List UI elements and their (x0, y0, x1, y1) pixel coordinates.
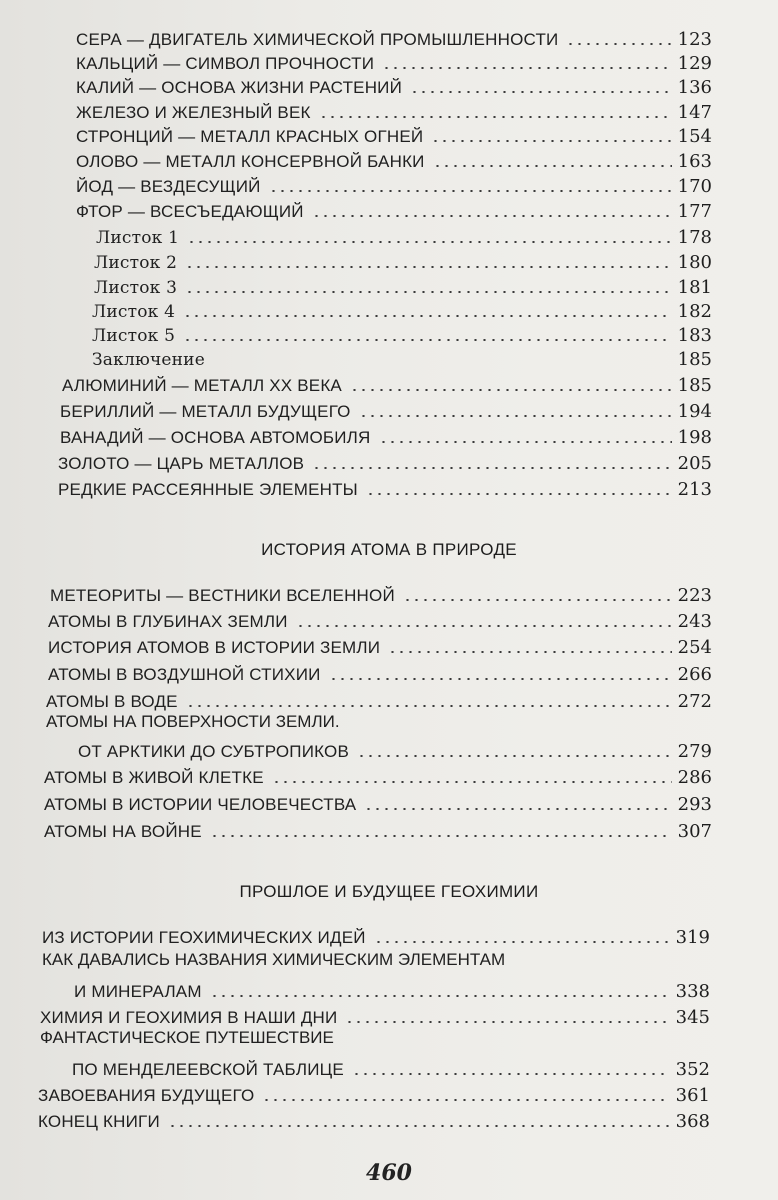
leader-dots (183, 339, 672, 341)
toc-entry-page: 154 (677, 126, 712, 147)
toc-entry (76, 50, 712, 74)
toc-entry-page: 213 (677, 479, 712, 500)
toc-entry-page: 254 (677, 637, 712, 658)
leader-dots (403, 599, 672, 601)
toc-entry-title-line2: И МИНЕРАЛАМ (74, 982, 202, 1001)
leader-dots (352, 1073, 670, 1075)
toc-entry-page: 345 (675, 1007, 710, 1028)
toc-entry-title-line2: ОТ АРКТИКИ ДО СУБТРОПИКОВ (78, 742, 350, 761)
toc-entry-page: 286 (677, 767, 712, 788)
toc-entry-title: Листок 5 (92, 326, 176, 346)
toc-entry-title: КАЛЬЦИЙ — СИМВОЛ ПРОЧНОСТИ (76, 54, 375, 73)
toc-entry-title: АТОМЫ В ВОДЕ (46, 692, 178, 711)
toc-entry-title: ХИМИЯ И ГЕОХИМИЯ В НАШИ ДНИ (40, 1008, 338, 1027)
toc-entry-title: ЗАВОЕВАНИЯ БУДУЩЕГО (38, 1086, 255, 1105)
toc-entry-page: 368 (675, 1111, 710, 1132)
leader-dots (168, 1125, 670, 1127)
toc-entry (76, 148, 712, 172)
leader-dots (262, 1099, 669, 1101)
toc-entry-page: 272 (677, 691, 712, 712)
toc-entry-title: Листок 2 (94, 253, 178, 273)
toc-entry-title-line1: КАК ДАВАЛИСЬ НАЗВАНИЯ ХИМИЧЕСКИМ ЭЛЕМЕНТАМ (42, 950, 506, 969)
leader-dots (566, 43, 671, 45)
toc-entry (50, 582, 712, 606)
toc-entry-title-line1: АТОМЫ НА ПОВЕРХНОСТИ ЗЕМЛИ. (46, 712, 340, 731)
toc-entry (58, 476, 712, 500)
toc-entry-page: 198 (677, 427, 712, 448)
toc-entry (44, 818, 712, 842)
toc-entry-title: КОНЕЦ КНИГИ (38, 1112, 160, 1131)
toc-entry-page: 361 (675, 1085, 710, 1106)
toc-entry (76, 198, 712, 222)
toc-entry-title: АТОМЫ В ГЛУБИНАХ ЗЕМЛИ (48, 612, 288, 631)
toc-entry-page: 194 (677, 401, 712, 422)
toc-entry (44, 791, 712, 815)
toc-subentry (94, 249, 712, 273)
leader-dots (319, 116, 672, 118)
toc-entry (44, 764, 712, 788)
leader-dots (379, 441, 672, 443)
leader-dots (357, 755, 672, 757)
toc-entry-page: 180 (677, 252, 712, 273)
toc-entry (78, 738, 712, 762)
leader-dots (187, 241, 672, 243)
toc-entry (62, 372, 712, 396)
toc-subentry (96, 224, 712, 248)
toc-entry-title: ИСТОРИЯ АТОМОВ В ИСТОРИИ ЗЕМЛИ (48, 638, 381, 657)
toc-entry-page: 163 (677, 151, 712, 172)
toc-entry-page: 205 (677, 453, 712, 474)
toc-entry (48, 634, 712, 658)
leader-dots (296, 625, 672, 627)
toc-entry-page: 279 (677, 741, 712, 762)
leader-dots (272, 781, 672, 783)
leader-dots (364, 808, 671, 810)
toc-entry (60, 398, 712, 422)
toc-entry-title: АТОМЫ В ИСТОРИИ ЧЕЛОВЕЧЕСТВА (44, 795, 357, 814)
toc-entry-page: 178 (677, 227, 712, 248)
toc-entry (74, 978, 710, 1002)
toc-entry-page: 170 (677, 176, 712, 197)
toc-entry-page: 266 (677, 664, 712, 685)
toc-entry-page: 182 (677, 301, 712, 322)
toc-entry (38, 1108, 710, 1132)
leader-dots (366, 493, 672, 495)
toc-entry (48, 608, 712, 632)
leader-dots (185, 291, 672, 293)
toc-entry-page: 223 (677, 585, 712, 606)
leader-dots (312, 467, 671, 469)
toc-entry-page: 352 (675, 1059, 710, 1080)
toc-entry-page: 338 (675, 981, 710, 1002)
toc-entry-page: 185 (677, 349, 712, 370)
section-heading: ИСТОРИЯ АТОМА В ПРИРОДЕ (261, 540, 517, 559)
toc-entry-title: КАЛИЙ — ОСНОВА ЖИЗНИ РАСТЕНИЙ (76, 78, 403, 97)
toc-entry-page: 243 (677, 611, 712, 632)
toc-entry-title: МЕТЕОРИТЫ — ВЕСТНИКИ ВСЕЛЕННОЙ (50, 586, 395, 605)
toc-entry (42, 924, 710, 948)
leader-dots (433, 165, 672, 167)
toc-entry-title: БЕРИЛЛИЙ — МЕТАЛЛ БУДУЩЕГО (60, 402, 351, 421)
toc-entry-title: АТОМЫ В ЖИВОЙ КЛЕТКЕ (44, 768, 264, 787)
section-heading: ПРОШЛОЕ И БУДУЩЕЕ ГЕОХИМИИ (239, 882, 539, 901)
toc-entry-title: ЙОД — ВЕЗДЕСУЩИЙ (76, 177, 261, 196)
toc-entry-title: Листок 4 (92, 302, 176, 322)
toc-entry-page: 147 (677, 102, 712, 123)
leader-dots (350, 389, 672, 391)
toc-entry (58, 450, 712, 474)
toc-entry-page: 185 (677, 375, 712, 396)
toc-entry-title: АТОМЫ В ВОЗДУШНОЙ СТИХИИ (48, 665, 321, 684)
leader-dots (359, 415, 672, 417)
toc-entry-title: ОЛОВО — МЕТАЛЛ КОНСЕРВНОЙ БАНКИ (76, 152, 425, 171)
leader-dots (374, 941, 670, 943)
toc-entry (38, 1082, 710, 1106)
toc-entry-title: ЖЕЛЕЗО И ЖЕЛЕЗНЫЙ ВЕК (76, 103, 311, 122)
leader-dots (388, 651, 672, 653)
toc-entry-title: АТОМЫ НА ВОЙНЕ (44, 822, 202, 841)
toc-entry-page: 293 (677, 794, 712, 815)
toc-entry-title: Листок 1 (96, 228, 180, 248)
toc-entry-title: РЕДКИЕ РАССЕЯННЫЕ ЭЛЕМЕНТЫ (58, 480, 358, 499)
toc-entry (72, 1056, 710, 1080)
toc-entry (40, 1004, 710, 1028)
toc-entry (76, 173, 712, 197)
toc-entry-title: ФТОР — ВСЕСЪЕДАЮЩИЙ (76, 202, 304, 221)
toc-entry (76, 123, 712, 147)
leader-dots (210, 835, 672, 837)
leader-dots (185, 266, 672, 268)
leader-dots (431, 140, 671, 142)
toc-entry-page: 319 (675, 927, 710, 948)
toc-subentry (92, 346, 712, 370)
leader-dots (312, 215, 672, 217)
toc-entry (76, 74, 712, 98)
toc-entry-title: Листок 3 (94, 278, 178, 298)
leader-dots (382, 67, 672, 69)
leader-dots (345, 1021, 669, 1023)
toc-subentry (92, 322, 712, 346)
leader-dots (269, 190, 672, 192)
leader-dots (210, 995, 670, 997)
toc-entry-title-line2: ПО МЕНДЕЛЕЕВСКОЙ ТАБЛИЦЕ (72, 1060, 344, 1079)
toc-entry-title-line1: ФАНТАСТИЧЕСКОЕ ПУТЕШЕСТВИЕ (40, 1028, 334, 1047)
toc-subentry (94, 274, 712, 298)
leader-dots (183, 315, 672, 317)
toc-entry-page: 183 (677, 325, 712, 346)
leader-dots (329, 678, 672, 680)
toc-entry (46, 688, 712, 712)
toc-entry-page: 177 (677, 201, 712, 222)
toc-entry-page: 136 (677, 77, 712, 98)
toc-subentry (92, 298, 712, 322)
toc-entry-title: ИЗ ИСТОРИИ ГЕОХИМИЧЕСКИХ ИДЕЙ (42, 928, 366, 947)
page-number: 460 (366, 1160, 412, 1186)
toc-entry-title: ВАНАДИЙ — ОСНОВА АВТОМОБИЛЯ (60, 428, 371, 447)
leader-dots (410, 91, 672, 93)
toc-entry-title: СТРОНЦИЙ — МЕТАЛЛ КРАСНЫХ ОГНЕЙ (76, 127, 424, 146)
toc-entry-title: ЗОЛОТО — ЦАРЬ МЕТАЛЛОВ (58, 454, 305, 473)
toc-entry-page: 307 (677, 821, 712, 842)
leader-dots (186, 705, 672, 707)
toc-entry (60, 424, 712, 448)
toc-entry-title: СЕРА — ДВИГАТЕЛЬ ХИМИЧЕСКОЙ ПРОМЫШЛЕННОСТИ (76, 30, 559, 49)
toc-entry-title: Заключение (92, 350, 205, 370)
toc-entry-page: 129 (677, 53, 712, 74)
toc-entry-title: АЛЮМИНИЙ — МЕТАЛЛ XX ВЕКА (62, 376, 342, 395)
toc-entry (76, 26, 712, 50)
toc-entry-page: 123 (677, 29, 712, 50)
toc-entry-page: 181 (677, 277, 712, 298)
toc-entry (76, 99, 712, 123)
toc-entry (48, 661, 712, 685)
